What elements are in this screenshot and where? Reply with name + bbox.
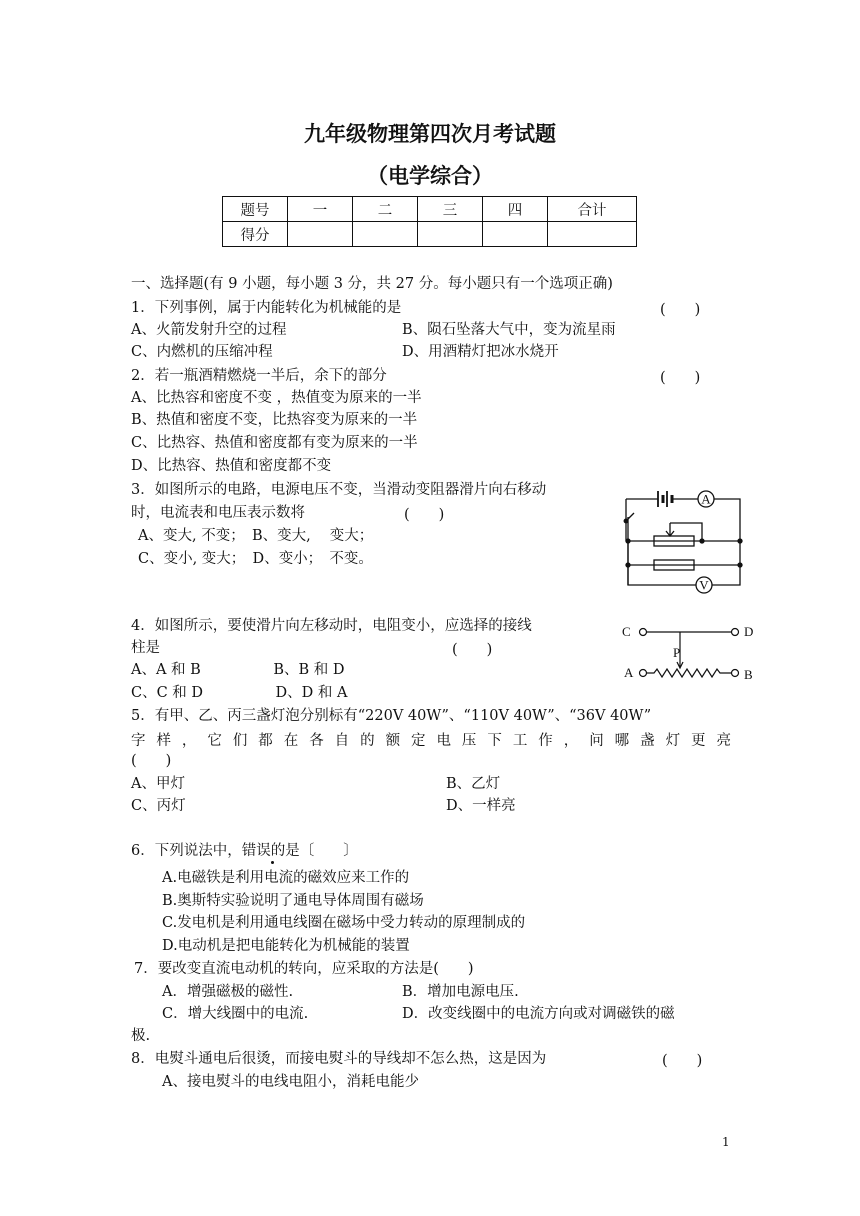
answer-paren: ( ) — [452, 642, 493, 658]
option: D．改变线圈中的电流方向或对调磁铁的磁 — [402, 1006, 675, 1022]
question-stem: 8．电熨斗通电后很烫，而接电熨斗的导线却不怎么热，这是因为 — [131, 1051, 547, 1067]
score-header-cell: 四 — [483, 197, 548, 222]
option: A.电磁铁是利用电流的磁效应来工作的 — [162, 870, 410, 886]
score-cell — [418, 222, 483, 247]
junction-dot — [738, 563, 742, 567]
junction-dot — [738, 539, 742, 543]
option: C．增大线圈中的电流. — [162, 1006, 309, 1022]
option: D、比热容、热值和密度都不变 — [131, 458, 332, 474]
score-cell — [288, 222, 353, 247]
terminal-label-c: C — [622, 624, 631, 639]
score-table — [222, 196, 637, 247]
switch-contact — [624, 519, 628, 523]
question-stem: 6．下列说法中，错误的是〔 〕 — [131, 843, 358, 859]
option: A、接电熨斗的电线电阻小，消耗电能少 — [162, 1074, 419, 1090]
question-stem: 7．要改变直流电动机的转向，应采取的方法是( ) — [134, 961, 474, 977]
rheostat-terminal-diagram — [622, 619, 757, 684]
page-number: 1 — [722, 1135, 730, 1149]
slider-wire — [670, 523, 702, 541]
circuit-diagram — [620, 487, 750, 593]
score-table-header-row — [223, 197, 637, 222]
terminal-a — [640, 670, 647, 677]
ammeter-symbol: A — [701, 491, 711, 507]
question-stem-cont: 时，电流表和电压表示数将 — [131, 505, 305, 521]
junction-dot — [626, 539, 630, 543]
option: A、火箭发射升空的过程 — [131, 322, 287, 338]
question-stem-cont: 字样，它们都在各自的额定电压下工作，问哪盏灯更亮 — [131, 733, 731, 749]
option: D、用酒精灯把冰水烧开 — [402, 344, 559, 360]
option: C、比热容、热值和密度都有变为原来的一半 — [131, 435, 418, 451]
answer-paren: ( ) — [662, 1053, 703, 1069]
option-cont: 极. — [131, 1028, 151, 1044]
score-header-cell: 题号 — [223, 197, 288, 222]
emphasis-dot — [271, 861, 274, 864]
score-cell — [353, 222, 418, 247]
slider-label-p: P — [673, 645, 681, 660]
answer-paren: ( ) — [660, 370, 701, 386]
terminal-b — [732, 670, 739, 677]
terminal-label-a: A — [624, 665, 634, 680]
option: B、热值和密度不变，比热容变为原来的一半 — [131, 412, 418, 428]
option: A、A 和 B B、B 和 D — [131, 662, 345, 678]
option: D、一样亮 — [446, 798, 516, 814]
answer-paren: ( ) — [660, 302, 701, 318]
option: C.发电机是利用通电线圈在磁场中受力转动的原理制成的 — [162, 915, 526, 931]
score-row-label: 得分 — [223, 222, 288, 247]
option: B、乙灯 — [446, 776, 501, 792]
question-stem: 2．若一瓶酒精燃烧一半后，余下的部分 — [131, 368, 387, 384]
score-header-cell: 合计 — [548, 197, 637, 222]
question-stem: 3．如图所示的电路，电源电压不变，当滑动变阻器滑片向右移动 — [131, 482, 547, 498]
score-cell — [548, 222, 637, 247]
page-subtitle: （电学综合） — [367, 163, 493, 188]
option: B．增加电源电压. — [402, 984, 519, 1000]
page-title: 九年级物理第四次月考试题 — [304, 121, 556, 146]
question-stem: 4．如图所示，要使滑片向左移动时，电阻变小，应选择的接线 — [131, 618, 532, 634]
option: A．增强磁极的磁性. — [162, 984, 294, 1000]
score-header-cell: 二 — [353, 197, 418, 222]
option: A、甲灯 — [131, 776, 185, 792]
option: A、变大, 不变； B、变大, 变大； — [138, 528, 374, 544]
circuit-wire — [626, 499, 740, 585]
score-table-score-row — [223, 222, 637, 247]
junction-dot — [626, 563, 630, 567]
option: B、陨石坠落大气中，变为流星雨 — [402, 322, 616, 338]
option: C、内燃机的压缩冲程 — [131, 344, 273, 360]
resistance-wire-icon — [647, 669, 732, 677]
option: C、变小, 变大； D、变小； 不变。 — [138, 551, 373, 567]
terminal-c — [640, 629, 647, 636]
question-stem: 1．下列事例，属于内能转化为机械能的是 — [131, 300, 402, 316]
option: B.奥斯特实验说明了通电导体周围有磁场 — [162, 893, 424, 909]
score-header-cell: 三 — [418, 197, 483, 222]
answer-paren: ( ) — [404, 507, 445, 523]
terminal-label-b: B — [744, 667, 753, 682]
score-cell — [483, 222, 548, 247]
option: C、丙灯 — [131, 798, 186, 814]
answer-paren: ( ) — [131, 753, 172, 769]
score-header-cell: 一 — [288, 197, 353, 222]
option: D.电动机是把电能转化为机械能的装置 — [162, 938, 410, 954]
junction-dot — [700, 539, 704, 543]
terminal-d — [732, 629, 739, 636]
option: A、比热容和密度不变 ，热值变为原来的一半 — [131, 390, 422, 406]
question-stem-cont: 柱是 — [131, 640, 160, 656]
section-heading: 一、选择题(有 9 小题，每小题 3 分，共 27 分。每小题只有一个选项正确) — [131, 276, 613, 292]
option: C、C 和 D D、D 和 A — [131, 685, 348, 701]
question-stem: 5．有甲、乙、丙三盏灯泡分别标有“220V 40W”、“110V 40W”、“36V 40W” — [131, 708, 652, 724]
voltmeter-symbol: V — [699, 577, 709, 593]
circuit-wire — [628, 541, 740, 585]
terminal-label-d: D — [744, 624, 754, 639]
